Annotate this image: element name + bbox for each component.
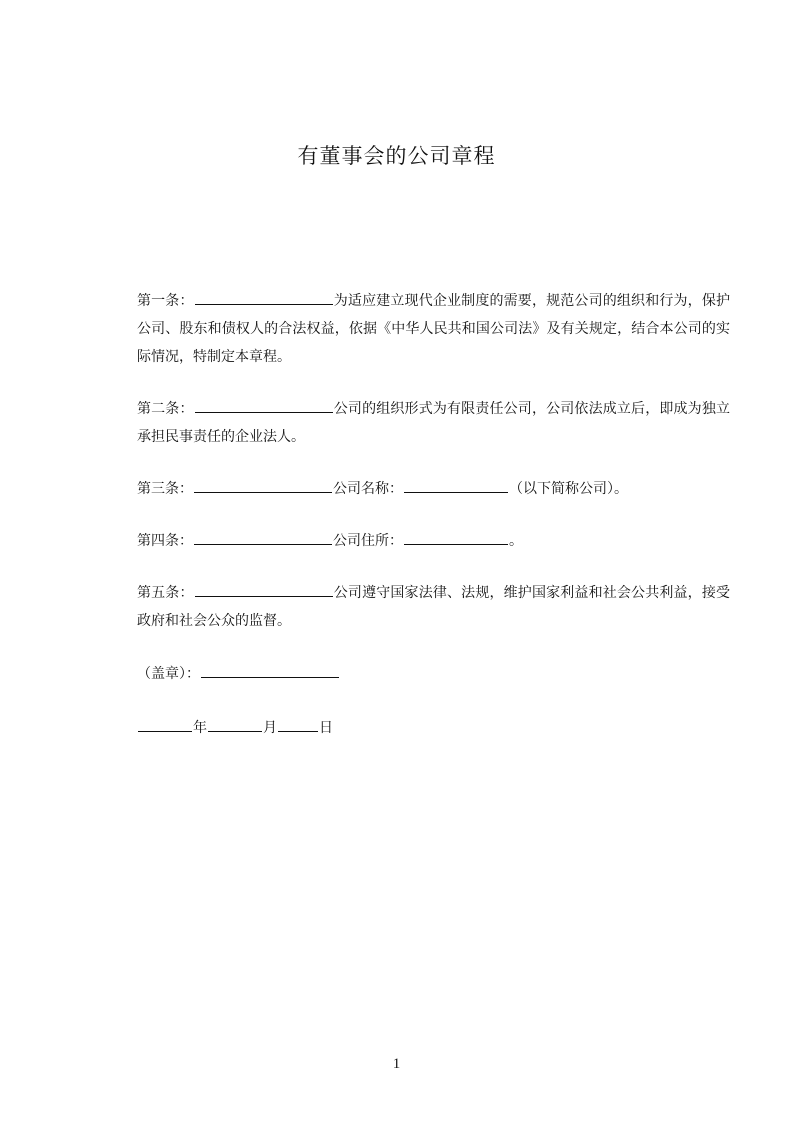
article-5-label: 第五条： (137, 585, 194, 601)
article-4-text-a: 公司住所： (333, 533, 403, 549)
article-3-text-b: （以下简称公司）。 (509, 481, 628, 497)
article-3-text-a: 公司名称： (333, 481, 403, 497)
month-label: 月 (263, 720, 277, 736)
article-5-text: 公司遵守国家法律、法规，维护国家利益和社会公共利益，接受政府和社会公众的监督。 (137, 585, 730, 629)
day-blank (278, 717, 318, 732)
seal-line (105, 660, 730, 688)
article-1-blank (195, 290, 333, 305)
article-3-blank-2 (404, 478, 508, 493)
article-5 (105, 579, 730, 635)
document-title: 有董事会的公司章程 (297, 144, 496, 168)
article-4-blank-1 (194, 530, 332, 545)
article-3 (105, 475, 730, 503)
article-2 (105, 395, 730, 451)
article-1-label: 第一条： (137, 293, 194, 309)
page-number: 1 (392, 1056, 401, 1072)
article-2-text: 公司的组织形式为有限责任公司，公司依法成立后，即成为独立承担民事责任的企业法人。 (137, 401, 730, 445)
article-1-text: 为适应建立现代企业制度的需要，规范公司的组织和行为，保护公司、股东和债权人的合法权益，依据《中华人民共和国公司法》及有关规定，结合本公司的实际情况，特制定本章程。 (137, 293, 730, 365)
article-3-blank-1 (194, 478, 332, 493)
article-4-text-b: 。 (509, 533, 523, 549)
year-blank (138, 717, 192, 732)
year-label: 年 (193, 720, 207, 736)
seal-label: （盖章）： (137, 666, 200, 682)
article-3-label: 第三条： (137, 481, 193, 497)
article-2-label: 第二条： (137, 401, 194, 417)
article-4-blank-2 (404, 530, 508, 545)
day-label: 日 (319, 720, 333, 736)
article-5-blank (195, 582, 333, 597)
article-4 (105, 527, 730, 555)
article-2-blank (195, 398, 333, 413)
article-4-label: 第四条： (137, 533, 193, 549)
seal-blank (201, 663, 339, 678)
date-line (105, 714, 730, 742)
month-blank (208, 717, 262, 732)
article-1 (105, 287, 730, 371)
